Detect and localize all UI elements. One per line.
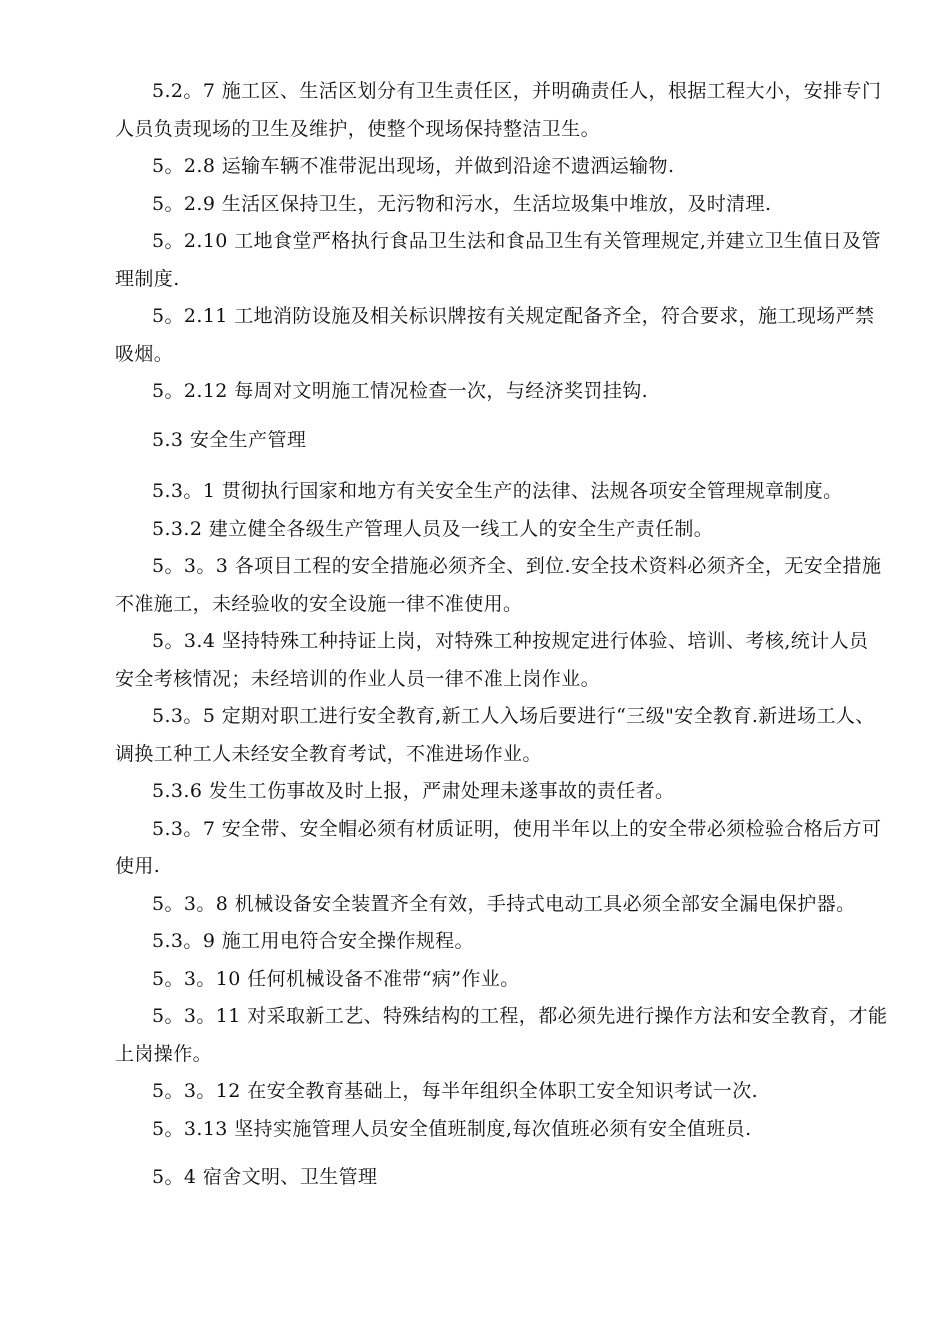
clause-5-2-12 — [115, 373, 857, 411]
clause-line: 吸烟。 — [115, 342, 174, 365]
clause-5-3-13 — [115, 1111, 857, 1149]
clause-line: 上岗操作。 — [115, 1042, 213, 1065]
clause-line: 5。2.8 运输车辆不准带泥出现场，并做到沿途不遗洒运输物. — [152, 155, 675, 177]
clause-line: 5。3。11 对采取新工艺、特殊结构的工程，都必须先进行操作方法和安全教育，才能 — [152, 1005, 888, 1027]
clause-line: 5.2。7 施工区、生活区划分有卫生责任区，并明确责任人，根据工程大小，安排专门 — [152, 80, 882, 102]
section-heading-5-4 — [115, 1159, 857, 1197]
clause-line: 不准施工，未经验收的安全设施一律不准使用。 — [115, 592, 523, 615]
clause-5-3-6 — [115, 773, 857, 811]
clause-line: 5。2.11 工地消防设施及相关标识牌按有关规定配备齐全，符合要求，施工现场严禁 — [152, 305, 875, 327]
section-heading-text: 5。4 宿舍文明、卫生管理 — [152, 1165, 378, 1188]
clause-5-3-10 — [115, 961, 857, 999]
clause-line: 5.3。1 贯彻执行国家和地方有关安全生产的法律、法规各项安全管理规章制度。 — [152, 480, 843, 502]
clause-line: 理制度. — [115, 267, 180, 290]
clause-line: 人员负责现场的卫生及维护，使整个现场保持整洁卫生。 — [115, 117, 601, 140]
clause-5-2-10 — [115, 223, 881, 298]
clause-line: 5。3。8 机械设备安全装置齐全有效，手持式电动工具必须全部安全漏电保护器。 — [152, 892, 856, 915]
clause-5-3-11 — [115, 998, 888, 1073]
clause-line: 5.3。9 施工用电符合安全操作规程。 — [152, 930, 474, 952]
clause-line: 5。2.9 生活区保持卫生，无污物和污水，生活垃圾集中堆放，及时清理. — [152, 192, 772, 215]
clause-line: 5。2.12 每周对文明施工情况检查一次，与经济奖罚挂钩. — [152, 380, 649, 402]
clause-line: 安全考核情况；未经培训的作业人员一律不准上岗作业。 — [115, 667, 601, 690]
section-heading-text: 5.3 安全生产管理 — [152, 429, 307, 451]
clause-5-3-4 — [115, 623, 869, 698]
clause-line: 5。3.4 坚持特殊工种持证上岗，对特殊工种按规定进行体验、培训、考核,统计人员 — [152, 630, 869, 652]
clause-5-3-9 — [115, 923, 857, 961]
clause-line: 5.3。7 安全带、安全帽必须有材质证明，使用半年以上的安全带必须检验合格后方可 — [152, 817, 882, 840]
clause-5-3-5 — [115, 698, 875, 773]
clause-line: 使用. — [115, 855, 161, 877]
clause-line: 5。3。10 任何机械设备不准带“病”作业。 — [152, 967, 520, 990]
clause-line: 5。3。12 在安全教育基础上，每半年组织全体职工安全知识考试一次. — [152, 1080, 759, 1102]
document-body — [115, 73, 888, 1196]
clause-5-2-8 — [115, 148, 857, 186]
clause-line: 5.3.6 发生工伤事故及时上报，严肃处理未遂事故的责任者。 — [152, 780, 675, 802]
clause-5-3-3 — [115, 548, 882, 623]
clause-5-3-1 — [115, 473, 857, 511]
clause-5-2-11 — [115, 298, 875, 373]
clause-line: 5。3.13 坚持实施管理人员安全值班制度,每次值班必须有安全值班员. — [152, 1117, 752, 1140]
clause-line: 5.3.2 建立健全各级生产管理人员及一线工人的安全生产责任制。 — [152, 517, 714, 540]
clause-5-3-2 — [115, 511, 857, 549]
clause-5-2-7 — [115, 73, 882, 148]
section-heading-5-3 — [115, 422, 857, 460]
clause-5-2-9 — [115, 186, 857, 224]
clause-5-3-7 — [115, 811, 882, 886]
clause-line: 5.3。5 定期对职工进行安全教育,新工人入场后要进行“三级"安全教育.新进场工人、 — [152, 705, 875, 727]
clause-5-3-12 — [115, 1073, 857, 1111]
clause-line: 调换工种工人未经安全教育考试，不准进场作业。 — [115, 742, 542, 765]
clause-5-3-8 — [115, 886, 857, 924]
clause-line: 5。2.10 工地食堂严格执行食品卫生法和食品卫生有关管理规定,并建立卫生值日及管 — [152, 230, 881, 252]
clause-line: 5。3。3 各项目工程的安全措施必须齐全、到位.安全技术资料必须齐全，无安全措施 — [152, 555, 882, 577]
